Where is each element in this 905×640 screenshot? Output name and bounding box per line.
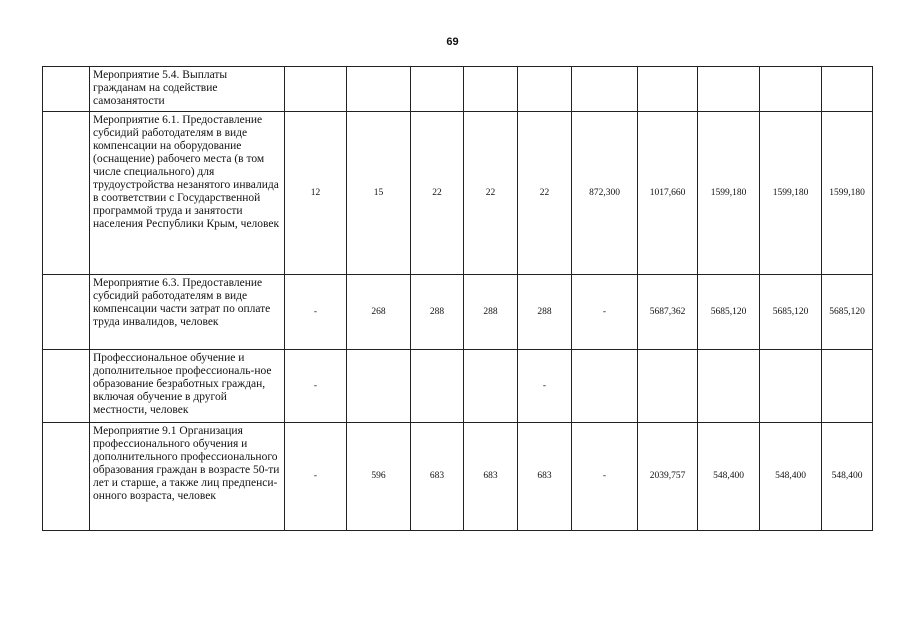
value-cell: 288 xyxy=(411,275,464,350)
value-cell xyxy=(698,67,760,112)
value-cell: 683 xyxy=(464,423,518,531)
value-cell: - xyxy=(572,275,638,350)
value-cell xyxy=(698,350,760,423)
value-cell: - xyxy=(572,423,638,531)
description-cell: Мероприятие 6.3. Предоставление субсидий работодателям в виде компенсации части затрат по оплате труда инвалидов, человек xyxy=(90,275,285,350)
value-cell xyxy=(760,67,822,112)
value-cell xyxy=(822,67,873,112)
page-number: 69 xyxy=(446,36,459,48)
value-cell: 22 xyxy=(464,112,518,275)
value-cell: 5685,120 xyxy=(760,275,822,350)
table-row xyxy=(43,350,873,423)
index-cell xyxy=(43,423,90,531)
value-cell xyxy=(285,67,347,112)
value-cell: 548,400 xyxy=(698,423,760,531)
value-cell: 288 xyxy=(518,275,572,350)
value-cell xyxy=(411,350,464,423)
value-cell: 1017,660 xyxy=(638,112,698,275)
description-cell: Мероприятие 5.4. Выплаты гражданам на содействие самозанятости xyxy=(90,67,285,112)
value-cell xyxy=(760,350,822,423)
index-cell xyxy=(43,112,90,275)
value-cell: 683 xyxy=(518,423,572,531)
value-cell xyxy=(464,67,518,112)
value-cell: 1599,180 xyxy=(698,112,760,275)
value-cell: - xyxy=(285,350,347,423)
value-cell xyxy=(411,67,464,112)
value-cell: 548,400 xyxy=(822,423,873,531)
value-cell: - xyxy=(285,275,347,350)
value-cell xyxy=(822,350,873,423)
value-cell: 548,400 xyxy=(760,423,822,531)
value-cell: 288 xyxy=(464,275,518,350)
index-cell xyxy=(43,350,90,423)
value-cell: 12 xyxy=(285,112,347,275)
value-cell: 15 xyxy=(347,112,411,275)
value-cell: 268 xyxy=(347,275,411,350)
value-cell xyxy=(464,350,518,423)
value-cell: 596 xyxy=(347,423,411,531)
value-cell: 683 xyxy=(411,423,464,531)
table-row xyxy=(43,67,873,112)
value-cell: 22 xyxy=(518,112,572,275)
table-row xyxy=(43,423,873,531)
value-cell xyxy=(347,67,411,112)
description-cell: Мероприятие 6.1. Предоставление субсидий работодателям в виде компенсации на оборудование (оснащение) рабочего места (в том числе специального) для трудоустройства незанятого инвалида в соответствии с Государственной программой труда и занятости населения Республики Крым, человек xyxy=(90,112,285,275)
value-cell: 872,300 xyxy=(572,112,638,275)
value-cell: - xyxy=(285,423,347,531)
value-cell xyxy=(347,350,411,423)
index-cell xyxy=(43,67,90,112)
value-cell: - xyxy=(518,350,572,423)
index-cell xyxy=(43,275,90,350)
table-row xyxy=(43,112,873,275)
value-cell xyxy=(638,67,698,112)
data-table xyxy=(42,66,873,531)
value-cell xyxy=(518,67,572,112)
table-row xyxy=(43,275,873,350)
value-cell: 5685,120 xyxy=(698,275,760,350)
value-cell xyxy=(572,67,638,112)
description-cell: Профессиональное обучение и дополнительное профессиональ-ное образование безработных граждан, включая обучение в другой местности, человек xyxy=(90,350,285,423)
value-cell: 5685,120 xyxy=(822,275,873,350)
value-cell: 1599,180 xyxy=(822,112,873,275)
value-cell: 2039,757 xyxy=(638,423,698,531)
description-cell: Мероприятие 9.1 Организация профессионального обучения и дополнительного профессионального образования граждан в возрасте 50-ти лет и старше, а также лиц предпенси-онного возраста, человек xyxy=(90,423,285,531)
value-cell: 1599,180 xyxy=(760,112,822,275)
value-cell: 22 xyxy=(411,112,464,275)
value-cell xyxy=(638,350,698,423)
value-cell: 5687,362 xyxy=(638,275,698,350)
value-cell xyxy=(572,350,638,423)
